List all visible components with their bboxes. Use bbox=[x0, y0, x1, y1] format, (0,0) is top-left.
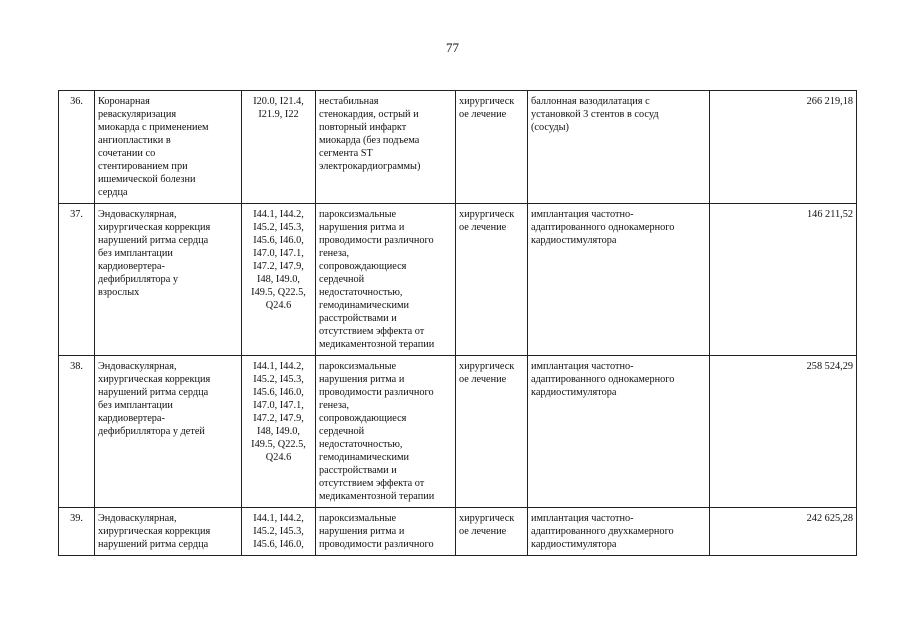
cell-text-line: имплантация частотно- bbox=[531, 361, 634, 372]
cell-text-line: генеза, bbox=[319, 248, 350, 259]
cell-text-line: I44.1, I44.2, bbox=[253, 513, 304, 524]
cell-text-line: дефибриллятора у bbox=[98, 274, 178, 285]
cell-text-line: Q24.6 bbox=[265, 452, 292, 463]
patient-condition-cell bbox=[316, 356, 456, 508]
cell-text-line: I44.1, I44.2, bbox=[253, 209, 304, 220]
cell-text-line: I45.2, I45.3, bbox=[253, 374, 304, 385]
medical-care-table bbox=[58, 90, 857, 556]
cell-text-line: ое лечение bbox=[459, 374, 507, 385]
cell-text-line: адаптированного однокамерного bbox=[531, 222, 675, 233]
treatment-method-cell bbox=[528, 91, 710, 204]
icd-codes-cell bbox=[242, 91, 316, 204]
table-body bbox=[59, 91, 857, 556]
table-row bbox=[59, 356, 857, 508]
cell-text-line: стенокардия, острый и bbox=[319, 109, 419, 120]
cell-text-line: кардиостимулятора bbox=[531, 235, 617, 246]
cell-text-line: проводимости различного bbox=[319, 387, 434, 398]
cell-text-line: сердечной bbox=[319, 426, 365, 437]
cell-text-line: нарушений ритма сердца bbox=[98, 235, 209, 246]
row-number-cell: 37. bbox=[59, 204, 95, 356]
cell-text-line: ое лечение bbox=[459, 222, 507, 233]
cell-text-line: нарушения ритма и bbox=[319, 222, 405, 233]
cell-text-line: I44.1, I44.2, bbox=[253, 361, 304, 372]
icd-codes-cell bbox=[242, 508, 316, 556]
table-row bbox=[59, 508, 857, 556]
cell-text-line: нарушений ритма сердца bbox=[98, 539, 209, 550]
treatment-type-cell bbox=[456, 204, 528, 356]
cell-text-line: I45.6, I46.0, bbox=[253, 539, 304, 550]
cell-text-line: I47.0, I47.1, bbox=[253, 400, 304, 411]
icd-codes-cell bbox=[242, 204, 316, 356]
cell-text-line: пароксизмальные bbox=[319, 513, 397, 524]
table-row bbox=[59, 204, 857, 356]
cell-text-line: I47.2, I47.9, bbox=[253, 413, 304, 424]
cell-text-line: Q24.6 bbox=[265, 300, 292, 311]
cell-text-line: без имплантации bbox=[98, 248, 173, 259]
cell-text-line: пароксизмальные bbox=[319, 361, 397, 372]
cell-text-line: кардиовертера- bbox=[98, 413, 165, 424]
treatment-type-cell bbox=[456, 91, 528, 204]
cell-text-line: электрокардиограммы) bbox=[319, 161, 421, 172]
cell-text-line: хирургическ bbox=[459, 361, 515, 372]
cell-text-line: хирургическая коррекция bbox=[98, 526, 211, 537]
cell-text-line: проводимости различного bbox=[319, 539, 434, 550]
cell-text-line: хирургическая коррекция bbox=[98, 222, 211, 233]
treatment-method-cell bbox=[528, 508, 710, 556]
cell-text-line: I48, I49.0, bbox=[257, 426, 300, 437]
cell-text-line: сегмента ST bbox=[319, 148, 373, 159]
cell-text-line: I21.9, I22 bbox=[258, 109, 299, 120]
treatment-type-cell bbox=[456, 356, 528, 508]
cell-text-line: реваскуляризация bbox=[98, 109, 177, 120]
care-type-name-cell bbox=[95, 356, 242, 508]
cell-text-line: I45.2, I45.3, bbox=[253, 222, 304, 233]
cell-text-line: пароксизмальные bbox=[319, 209, 397, 220]
cell-text-line: сопровождающиеся bbox=[319, 413, 407, 424]
cell-text-line: I20.0, I21.4, bbox=[253, 96, 304, 107]
cell-text-line: дефибриллятора у детей bbox=[98, 426, 205, 437]
cell-text-line: генеза, bbox=[319, 400, 350, 411]
cell-text-line: имплантация частотно- bbox=[531, 209, 634, 220]
cell-text-line: Эндоваскулярная, bbox=[98, 513, 177, 524]
cell-text-line: нарушения ритма и bbox=[319, 374, 405, 385]
cell-text-line: имплантация частотно- bbox=[531, 513, 634, 524]
price-cell: 242 625,28 bbox=[710, 508, 857, 556]
cell-text-line: кардиостимулятора bbox=[531, 539, 617, 550]
cell-text-line: I49.5, Q22.5, bbox=[251, 287, 306, 298]
cell-text-line: нестабильная bbox=[319, 96, 379, 107]
cell-text-line: сопровождающиеся bbox=[319, 261, 407, 272]
price-cell: 258 524,29 bbox=[710, 356, 857, 508]
cell-text-line: хирургическ bbox=[459, 96, 515, 107]
cell-text-line: адаптированного однокамерного bbox=[531, 374, 675, 385]
cell-text-line: сердечной bbox=[319, 274, 365, 285]
cell-text-line: миокарда (без подъема bbox=[319, 135, 420, 146]
cell-text-line: проводимости различного bbox=[319, 235, 434, 246]
cell-text-line: хирургическ bbox=[459, 209, 515, 220]
row-number-cell: 39. bbox=[59, 508, 95, 556]
cell-text-line: адаптированного двухкамерного bbox=[531, 526, 674, 537]
cell-text-line: I45.6, I46.0, bbox=[253, 235, 304, 246]
cell-text-line: ишемической болезни bbox=[98, 174, 196, 185]
cell-text-line: сердца bbox=[98, 187, 128, 198]
cell-text-line: отсутствием эффекта от bbox=[319, 326, 425, 337]
cell-text-line: кардиовертера- bbox=[98, 261, 165, 272]
cell-text-line: Эндоваскулярная, bbox=[98, 361, 177, 372]
table-row bbox=[59, 91, 857, 204]
cell-text-line: отсутствием эффекта от bbox=[319, 478, 425, 489]
cell-text-line: нарушения ритма и bbox=[319, 526, 405, 537]
cell-text-line: I49.5, Q22.5, bbox=[251, 439, 306, 450]
cell-text-line: медикаментозной терапии bbox=[319, 339, 435, 350]
treatment-method-cell bbox=[528, 356, 710, 508]
cell-text-line: I45.2, I45.3, bbox=[253, 526, 304, 537]
cell-text-line: повторный инфаркт bbox=[319, 122, 407, 133]
cell-text-line: гемодинамическими bbox=[319, 452, 409, 463]
page-number: 77 bbox=[446, 40, 459, 55]
cell-text-line: сочетании со bbox=[98, 148, 156, 159]
treatment-type-cell bbox=[456, 508, 528, 556]
cell-text-line: медикаментозной терапии bbox=[319, 491, 435, 502]
cell-text-line: кардиостимулятора bbox=[531, 387, 617, 398]
cell-text-line: недостаточностью, bbox=[319, 439, 403, 450]
patient-condition-cell bbox=[316, 508, 456, 556]
row-number-cell: 38. bbox=[59, 356, 95, 508]
cell-text-line: взрослых bbox=[98, 287, 140, 298]
cell-text-line: недостаточностью, bbox=[319, 287, 403, 298]
care-type-name-cell bbox=[95, 204, 242, 356]
cell-text-line: ангиопластики в bbox=[98, 135, 171, 146]
cell-text-line: баллонная вазодилатация с bbox=[531, 96, 650, 107]
cell-text-line: ое лечение bbox=[459, 526, 507, 537]
cell-text-line: расстройствами и bbox=[319, 465, 397, 476]
price-cell: 266 219,18 bbox=[710, 91, 857, 204]
cell-text-line: хирургическ bbox=[459, 513, 515, 524]
cell-text-line: расстройствами и bbox=[319, 313, 397, 324]
icd-codes-cell bbox=[242, 356, 316, 508]
cell-text-line: миокарда с применением bbox=[98, 122, 209, 133]
cell-text-line: I48, I49.0, bbox=[257, 274, 300, 285]
cell-text-line: хирургическая коррекция bbox=[98, 374, 211, 385]
price-cell: 146 211,52 bbox=[710, 204, 857, 356]
cell-text-line: установкой 3 стентов в сосуд bbox=[531, 109, 659, 120]
cell-text-line: ое лечение bbox=[459, 109, 507, 120]
treatment-method-cell bbox=[528, 204, 710, 356]
cell-text-line: стентированием при bbox=[98, 161, 188, 172]
cell-text-line: I47.2, I47.9, bbox=[253, 261, 304, 272]
cell-text-line: I47.0, I47.1, bbox=[253, 248, 304, 259]
care-type-name-cell bbox=[95, 508, 242, 556]
cell-text-line: Коронарная bbox=[98, 96, 150, 107]
patient-condition-cell bbox=[316, 91, 456, 204]
row-number-cell: 36. bbox=[59, 91, 95, 204]
cell-text-line: без имплантации bbox=[98, 400, 173, 411]
cell-text-line: (сосуды) bbox=[531, 122, 569, 133]
cell-text-line: Эндоваскулярная, bbox=[98, 209, 177, 220]
cell-text-line: нарушений ритма сердца bbox=[98, 387, 209, 398]
cell-text-line: I45.6, I46.0, bbox=[253, 387, 304, 398]
patient-condition-cell bbox=[316, 204, 456, 356]
care-type-name-cell bbox=[95, 91, 242, 204]
cell-text-line: гемодинамическими bbox=[319, 300, 409, 311]
